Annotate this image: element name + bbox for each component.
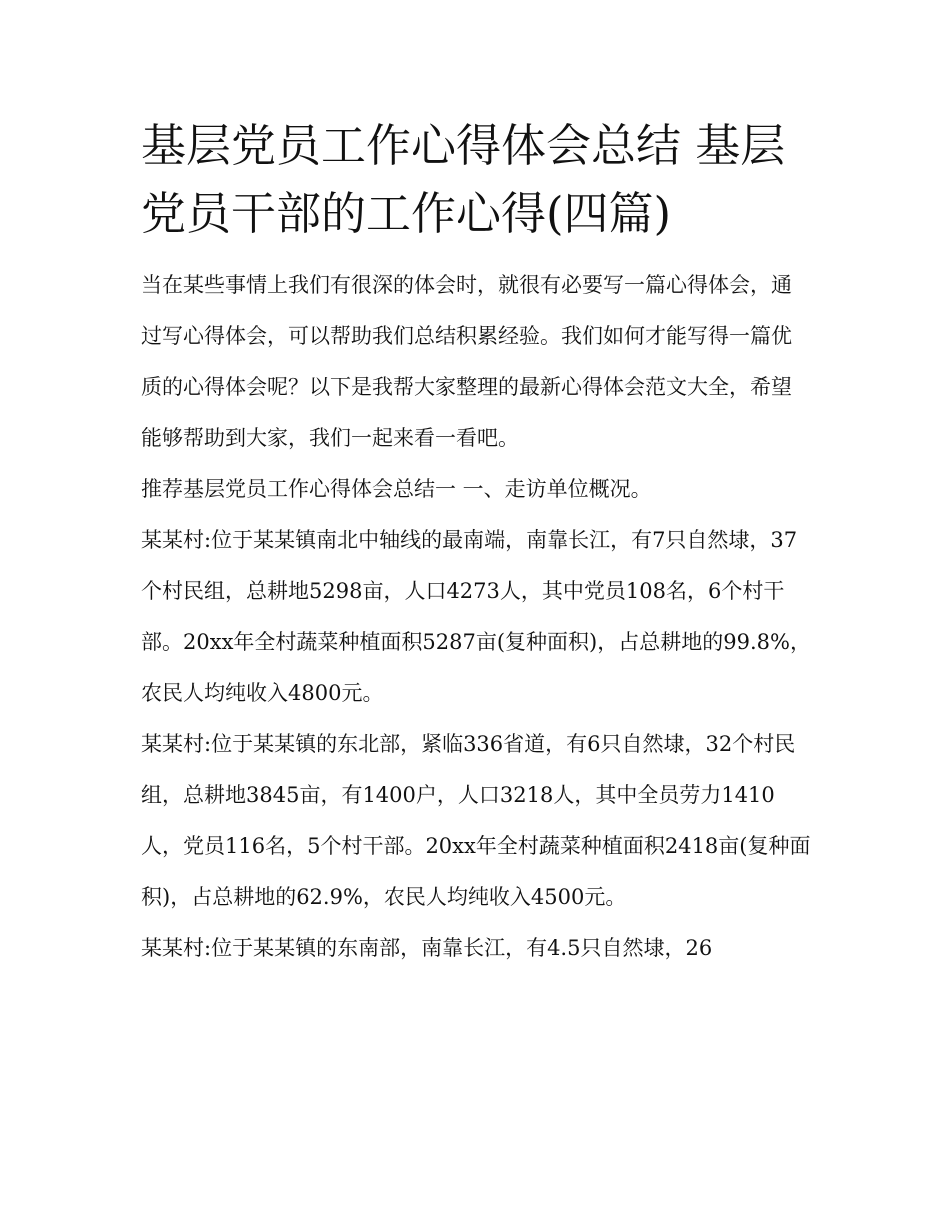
document-title: 基层党员工作心得体会总结 基层党员干部的工作心得(四篇)	[141, 119, 786, 240]
document-content	[141, 112, 811, 974]
section-heading-paragraph: 推荐基层党员工作心得体会总结一 一、走访单位概况。	[141, 477, 652, 501]
village-1-paragraph: 某某村:位于某某镇南北中轴线的最南端，南靠长江，有7只自然埭，37个村民组，总耕地5298亩，人口4273人，其中党员108名，6个村干部。20xx年全村蔬菜种植面积5287亩(复种面积)，占总耕地的99.8%，农民人均纯收入4800元。	[141, 528, 811, 705]
village-2-paragraph: 某某村:位于某某镇的东北部，紧临336省道，有6只自然埭，32个村民组，总耕地3845亩，有1400户，人口3218人，其中全员劳力1410人，党员116名，5个村干部。20xx年全村蔬菜种植面积2418亩(复种面积)，占总耕地的62.9%，农民人均纯收入4500元。	[141, 732, 811, 909]
intro-paragraph: 当在某些事情上我们有很深的体会时，就很有必要写一篇心得体会，通过写心得体会，可以帮助我们总结积累经验。我们如何才能写得一篇优质的心得体会呢？以下是我帮大家整理的最新心得体会范文大全，希望能够帮助到大家，我们一起来看一看吧。	[141, 273, 792, 450]
village-3-paragraph: 某某村:位于某某镇的东南部，南靠长江，有4.5只自然埭，26	[141, 936, 713, 960]
